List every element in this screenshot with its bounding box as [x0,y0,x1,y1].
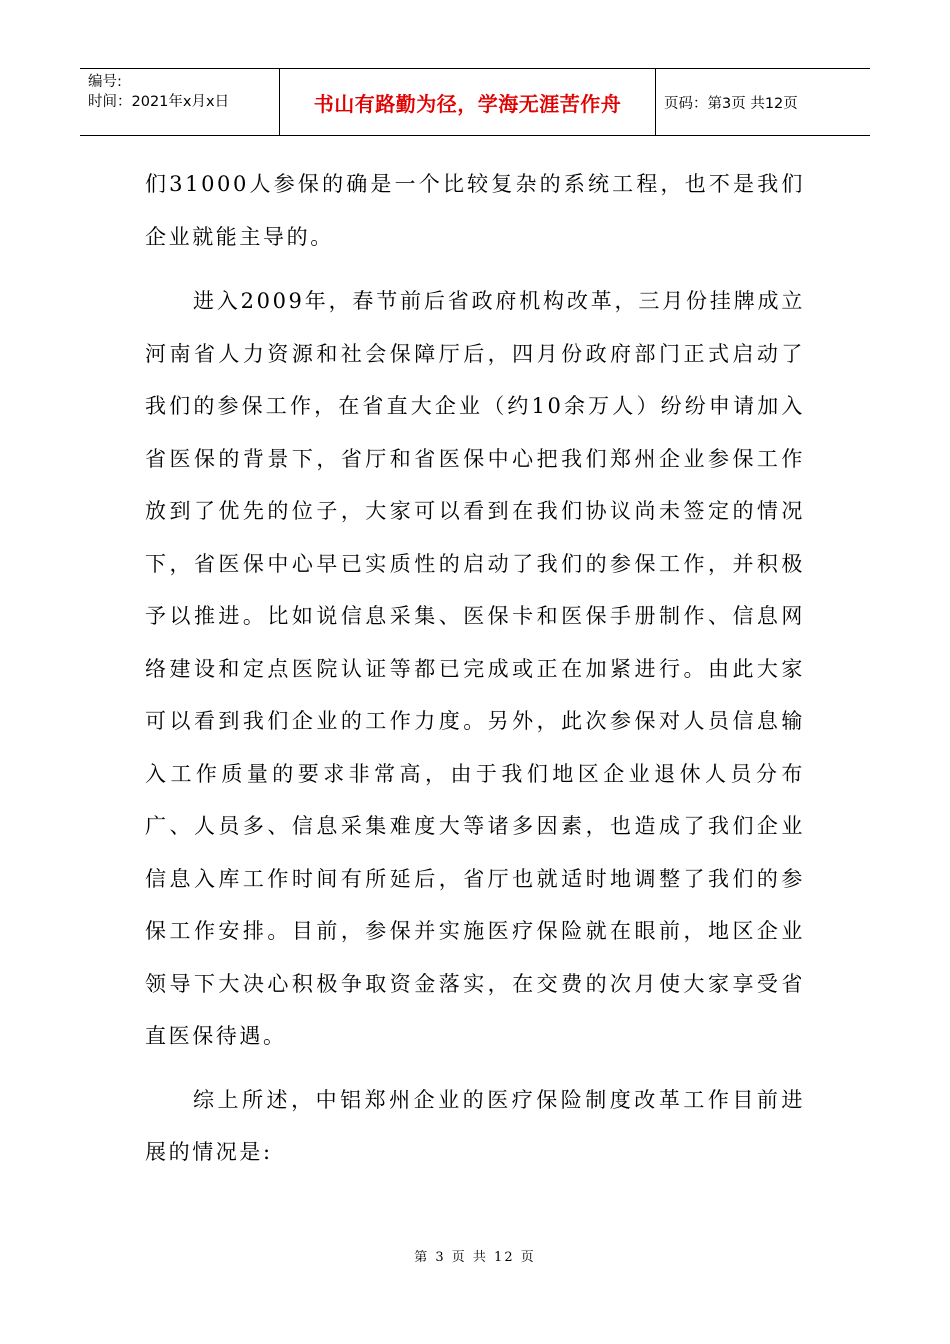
body-paragraph-3: 综上所述，中铝郑州企业的医疗保险制度改革工作目前进展的情况是: [145,1087,805,1164]
header-meta-cell [80,69,280,135]
page-footer: 第 3 页 共 12 页 [414,1250,536,1265]
header-page-info: 页码：第3页 共12页 [664,95,798,112]
page-header [80,68,870,136]
document-date-label: 时间：2021年x月x日 [88,94,230,110]
body-paragraph-1: 们31000人参保的确是一个比较复杂的系统工程，也不是我们企业就能主导的。 [145,172,805,249]
body-paragraph-2: 进入2009年，春节前后省政府机构改革，三月份挂牌成立河南省人力资源和社会保障厅后，四月份政府部门正式启动了我们的参保工作，在省直大企业（约10余万人）纷纷申请加入省医保的背景下，省厅和省医保中心把我们郑州企业参保工作放到了优先的位子，大家可以看到在我们协议尚未签定的情况下，省医保中心早已实质性的启动了我们的参保工作，并积极予以推进。比如说信息采集、医保卡和医保手册制作、信息网络建设和定点医院认证等都已完成或正在加紧进行。由此大家可以看到我们企业的工作力度。另外，此次参保对人员信息输入工作质量的要求非常高，由于我们地区企业退休人员分布广、人员多、信息采集难度大等诸多因素，也造成了我们企业信息入库工作时间有所延后，省厅也就适时地调整了我们的参保工作安排。目前，参保并实施医疗保险就在眼前，地区企业领导下大决心积极争取资金落实，在交费的次月使大家享受省直医保待遇。 [145,289,805,1048]
document-number-label: 编号: [88,74,122,90]
document-body [145,158,805,1179]
header-motto: 书山有路勤为径，学海无涯苦作舟 [280,69,656,135]
